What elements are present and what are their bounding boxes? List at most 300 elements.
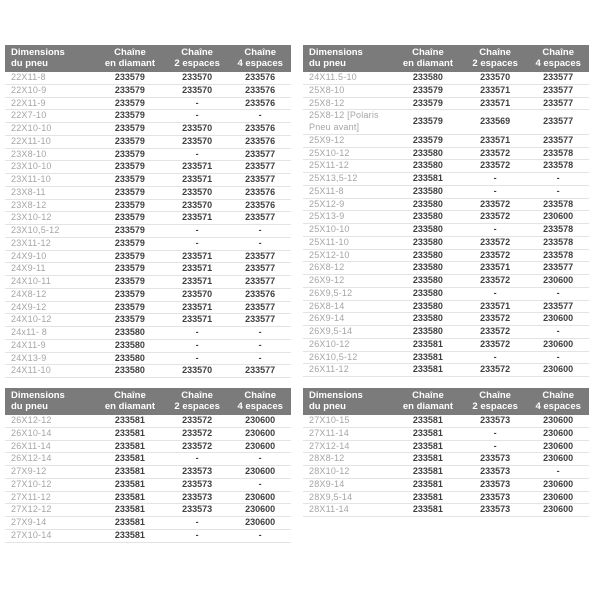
table-row bbox=[303, 338, 589, 351]
part-number-cell: 233581 bbox=[393, 338, 463, 351]
part-number-cell: 233577 bbox=[229, 174, 291, 187]
tire-dimension-cell: 23X11-10 bbox=[5, 174, 95, 187]
tire-dimension-cell: 24X13-9 bbox=[5, 352, 95, 365]
part-number-cell: - bbox=[165, 327, 229, 340]
table-row bbox=[5, 250, 291, 263]
table-row bbox=[5, 186, 291, 199]
part-number-cell: 233579 bbox=[393, 97, 463, 110]
table-row bbox=[303, 491, 589, 504]
tire-dimension-cell: 27X9-12 bbox=[5, 466, 95, 479]
table-row bbox=[303, 427, 589, 440]
part-number-cell: 233579 bbox=[95, 161, 165, 174]
tire-dimension-cell: 27X9-14 bbox=[5, 517, 95, 530]
table-row bbox=[303, 453, 589, 466]
table-row bbox=[5, 276, 291, 289]
header-row bbox=[303, 388, 589, 415]
part-number-cell: 233579 bbox=[95, 288, 165, 301]
part-number-cell: 233580 bbox=[393, 249, 463, 262]
part-number-cell: - bbox=[229, 237, 291, 250]
part-number-cell: 233580 bbox=[393, 147, 463, 160]
part-number-cell: 233580 bbox=[95, 327, 165, 340]
tire-dimension-cell: 27X10-14 bbox=[5, 529, 95, 542]
table-row bbox=[5, 148, 291, 161]
part-number-cell: 233577 bbox=[229, 314, 291, 327]
table-row bbox=[303, 478, 589, 491]
table-body bbox=[5, 72, 291, 378]
header-line: Dimensions bbox=[11, 47, 65, 58]
column-header-dimensions bbox=[303, 388, 393, 415]
part-number-cell: - bbox=[165, 97, 229, 110]
part-number-cell: - bbox=[165, 517, 229, 530]
part-number-cell: 233571 bbox=[463, 84, 527, 97]
part-number-cell: - bbox=[463, 440, 527, 453]
part-number-cell: 233578 bbox=[527, 249, 589, 262]
part-number-cell: - bbox=[165, 352, 229, 365]
tire-dimension-cell: 22X7-10 bbox=[5, 110, 95, 123]
tire-chain-table-top-right bbox=[303, 45, 589, 377]
part-number-cell: 233573 bbox=[463, 504, 527, 517]
part-number-cell: 230600 bbox=[229, 427, 291, 440]
table-row bbox=[303, 134, 589, 147]
part-number-cell: 233571 bbox=[165, 301, 229, 314]
tire-dimension-cell: 24X8-12 bbox=[5, 288, 95, 301]
column-header-chain-2-spaces bbox=[165, 388, 229, 415]
part-number-cell: - bbox=[463, 173, 527, 186]
tire-dimension-cell: 24X9-10 bbox=[5, 250, 95, 263]
tire-dimension-cell: 27X11-14 bbox=[303, 427, 393, 440]
table-row bbox=[5, 237, 291, 250]
part-number-cell: 233580 bbox=[393, 72, 463, 84]
part-number-cell: 233577 bbox=[229, 161, 291, 174]
table-row bbox=[5, 314, 291, 327]
part-number-cell: 233581 bbox=[95, 415, 165, 427]
tire-dimension-cell: 28X8-12 bbox=[303, 453, 393, 466]
table-row bbox=[5, 135, 291, 148]
part-number-cell: 233570 bbox=[165, 186, 229, 199]
header-line: 4 espaces bbox=[237, 58, 283, 69]
part-number-cell: 233579 bbox=[95, 276, 165, 289]
tire-dimension-cell: 25X11-10 bbox=[303, 236, 393, 249]
part-number-cell: 233580 bbox=[393, 275, 463, 288]
table-row bbox=[5, 123, 291, 136]
part-number-cell: 233580 bbox=[393, 224, 463, 237]
part-number-cell: - bbox=[165, 453, 229, 466]
part-number-cell: 233577 bbox=[229, 148, 291, 161]
tire-dimension-cell: 26X9,5-12 bbox=[303, 287, 393, 300]
header-line: du pneu bbox=[11, 401, 48, 412]
part-number-cell: - bbox=[527, 351, 589, 364]
part-number-cell: 233581 bbox=[393, 453, 463, 466]
table-row bbox=[5, 301, 291, 314]
part-number-cell: 233580 bbox=[95, 339, 165, 352]
tire-dimension-cell: 25X12-10 bbox=[303, 249, 393, 262]
part-number-cell: - bbox=[229, 478, 291, 491]
part-number-cell: 233572 bbox=[165, 427, 229, 440]
part-number-cell: 233581 bbox=[393, 173, 463, 186]
tire-dimension-cell: 26X10-14 bbox=[5, 427, 95, 440]
tire-dimension-cell: 28X9-14 bbox=[303, 478, 393, 491]
table-row bbox=[5, 161, 291, 174]
tire-dimension-cell: 27X10-12 bbox=[5, 478, 95, 491]
table-row bbox=[303, 84, 589, 97]
table-row bbox=[5, 504, 291, 517]
table-row bbox=[303, 236, 589, 249]
table-row bbox=[303, 275, 589, 288]
part-number-cell: 233572 bbox=[463, 326, 527, 339]
part-number-cell: 233571 bbox=[165, 314, 229, 327]
part-number-cell: 233572 bbox=[463, 147, 527, 160]
tire-dimension-cell: 25X11-12 bbox=[303, 160, 393, 173]
part-number-cell: - bbox=[527, 466, 589, 479]
tire-dimension-cell: 25X13-9 bbox=[303, 211, 393, 224]
table-header bbox=[5, 45, 291, 72]
tire-chain-table-top-left bbox=[5, 45, 291, 378]
column-header-dimensions bbox=[5, 45, 95, 72]
tire-dimension-cell: 23X8-12 bbox=[5, 199, 95, 212]
tire-dimension-cell: 22X10-10 bbox=[5, 123, 95, 136]
part-number-cell: 233578 bbox=[527, 224, 589, 237]
part-number-cell: 233579 bbox=[95, 225, 165, 238]
table-row bbox=[303, 173, 589, 186]
tire-dimension-cell: 23X8-10 bbox=[5, 148, 95, 161]
tire-dimension-cell: 26X8-12 bbox=[303, 262, 393, 275]
part-number-cell: 233572 bbox=[165, 440, 229, 453]
part-number-cell: 233580 bbox=[393, 160, 463, 173]
table-row bbox=[303, 110, 589, 135]
part-number-cell: 233578 bbox=[527, 147, 589, 160]
part-number-cell: 230600 bbox=[527, 453, 589, 466]
table-row bbox=[303, 351, 589, 364]
part-number-cell: 233581 bbox=[393, 415, 463, 427]
tire-dimension-cell: 28X11-14 bbox=[303, 504, 393, 517]
part-number-cell: 233570 bbox=[165, 288, 229, 301]
part-number-cell: - bbox=[229, 453, 291, 466]
table-row bbox=[5, 466, 291, 479]
part-number-cell: 233581 bbox=[95, 478, 165, 491]
column-header-chain-2-spaces bbox=[165, 45, 229, 72]
tire-dimension-cell: 22X11-10 bbox=[5, 135, 95, 148]
part-number-cell: 233576 bbox=[229, 123, 291, 136]
part-number-cell: 233572 bbox=[463, 249, 527, 262]
part-number-cell: 233579 bbox=[95, 199, 165, 212]
table-row bbox=[303, 97, 589, 110]
part-number-cell: 233570 bbox=[165, 84, 229, 97]
tire-dimension-cell: 23X8-11 bbox=[5, 186, 95, 199]
part-number-cell: 233573 bbox=[165, 491, 229, 504]
part-number-cell: 233572 bbox=[463, 275, 527, 288]
table-row bbox=[303, 313, 589, 326]
part-number-cell: - bbox=[463, 427, 527, 440]
table-row bbox=[5, 199, 291, 212]
part-number-cell: 233570 bbox=[165, 72, 229, 84]
part-number-cell: - bbox=[165, 110, 229, 123]
tire-dimension-cell: 26X11-12 bbox=[303, 364, 393, 377]
part-number-cell: 233581 bbox=[95, 491, 165, 504]
part-number-cell: 233573 bbox=[463, 453, 527, 466]
table-body bbox=[303, 415, 589, 517]
part-number-cell: 233580 bbox=[393, 313, 463, 326]
part-number-cell: 233578 bbox=[527, 198, 589, 211]
part-number-cell: 233572 bbox=[463, 198, 527, 211]
part-number-cell: - bbox=[527, 173, 589, 186]
part-number-cell: 233572 bbox=[463, 160, 527, 173]
tire-dimension-cell: 27X12-12 bbox=[5, 504, 95, 517]
table-row bbox=[5, 174, 291, 187]
column-header-chain-2-spaces bbox=[463, 45, 527, 72]
header-line: du pneu bbox=[309, 401, 346, 412]
table-row bbox=[5, 84, 291, 97]
tire-dimension-cell: 22X11-9 bbox=[5, 97, 95, 110]
part-number-cell: 233577 bbox=[527, 97, 589, 110]
table-row bbox=[5, 427, 291, 440]
part-number-cell: 230600 bbox=[527, 313, 589, 326]
header-line: en diamant bbox=[104, 58, 155, 69]
part-number-cell: 230600 bbox=[229, 466, 291, 479]
column-header-chain-diamond bbox=[393, 45, 463, 72]
column-header-chain-4-spaces bbox=[229, 45, 291, 72]
column-header-chain-4-spaces bbox=[229, 388, 291, 415]
part-number-cell: 233580 bbox=[393, 300, 463, 313]
part-number-cell: 233571 bbox=[463, 300, 527, 313]
part-number-cell: 233580 bbox=[393, 326, 463, 339]
tire-chain-table-bottom-right bbox=[303, 388, 589, 517]
header-line: Chaîne bbox=[412, 47, 444, 58]
part-number-cell: 233577 bbox=[229, 365, 291, 378]
table-row bbox=[5, 72, 291, 84]
table-row bbox=[5, 365, 291, 378]
part-number-cell: - bbox=[229, 225, 291, 238]
table-row bbox=[5, 415, 291, 427]
part-number-cell: 233579 bbox=[95, 250, 165, 263]
header-line: Chaîne bbox=[244, 390, 277, 401]
part-number-cell: 233581 bbox=[95, 517, 165, 530]
part-number-cell: 233572 bbox=[165, 415, 229, 427]
part-number-cell: 233576 bbox=[229, 135, 291, 148]
table-row bbox=[5, 110, 291, 123]
part-number-cell: 233579 bbox=[95, 212, 165, 225]
part-number-cell: 233572 bbox=[463, 338, 527, 351]
part-number-cell: 233580 bbox=[393, 236, 463, 249]
part-number-cell: 233581 bbox=[95, 504, 165, 517]
table-row bbox=[303, 300, 589, 313]
header-line: du pneu bbox=[11, 58, 48, 69]
tire-chain-table-bottom-left bbox=[5, 388, 291, 543]
table-row bbox=[303, 185, 589, 198]
table-header bbox=[303, 388, 589, 415]
header-row bbox=[5, 388, 291, 415]
part-number-cell: 233573 bbox=[463, 491, 527, 504]
header-line: Chaîne bbox=[479, 47, 511, 58]
part-number-cell: 233573 bbox=[165, 478, 229, 491]
header-line: Dimensions bbox=[309, 47, 363, 58]
part-number-cell: 233572 bbox=[463, 236, 527, 249]
part-number-cell: 233581 bbox=[95, 427, 165, 440]
part-number-cell: 233580 bbox=[393, 211, 463, 224]
part-number-cell: 233581 bbox=[95, 529, 165, 542]
table-row bbox=[303, 249, 589, 262]
header-line: Chaîne bbox=[479, 390, 511, 401]
header-row bbox=[5, 45, 291, 72]
header-row bbox=[303, 45, 589, 72]
part-number-cell: 233577 bbox=[527, 134, 589, 147]
tire-dimension-cell: 25X12-9 bbox=[303, 198, 393, 211]
table-row bbox=[303, 504, 589, 517]
tire-dimension-cell: 26X10,5-12 bbox=[303, 351, 393, 364]
part-number-cell: 233572 bbox=[463, 364, 527, 377]
part-number-cell: - bbox=[463, 351, 527, 364]
table-row bbox=[303, 262, 589, 275]
header-line: Chaîne bbox=[114, 390, 146, 401]
part-number-cell: 233581 bbox=[393, 364, 463, 377]
table-row bbox=[5, 517, 291, 530]
part-number-cell: 233579 bbox=[393, 84, 463, 97]
part-number-cell: 230600 bbox=[527, 338, 589, 351]
part-number-cell: - bbox=[229, 327, 291, 340]
part-number-cell: 233573 bbox=[463, 466, 527, 479]
header-line: Chaîne bbox=[114, 47, 146, 58]
part-number-cell: 233581 bbox=[95, 466, 165, 479]
table-row bbox=[303, 415, 589, 427]
part-number-cell: 233581 bbox=[393, 478, 463, 491]
header-line: Chaîne bbox=[542, 390, 575, 401]
column-header-chain-diamond bbox=[393, 388, 463, 415]
part-number-cell: 233570 bbox=[165, 135, 229, 148]
tire-dimension-cell: 25X10-12 bbox=[303, 147, 393, 160]
part-number-cell: - bbox=[229, 339, 291, 352]
tire-dimension-cell: 26X12-12 bbox=[5, 415, 95, 427]
table-row bbox=[5, 288, 291, 301]
tire-dimension-cell: 26X9,5-14 bbox=[303, 326, 393, 339]
tire-dimension-cell: 24X11-9 bbox=[5, 339, 95, 352]
part-number-cell: 233571 bbox=[463, 97, 527, 110]
tire-dimension-cell: 28X10-12 bbox=[303, 466, 393, 479]
part-number-cell: 233579 bbox=[95, 186, 165, 199]
table-row bbox=[303, 287, 589, 300]
part-number-cell: 233580 bbox=[393, 185, 463, 198]
part-number-cell: 233579 bbox=[95, 237, 165, 250]
header-line: Chaîne bbox=[244, 47, 277, 58]
part-number-cell: 233580 bbox=[95, 352, 165, 365]
part-number-cell: 233571 bbox=[463, 134, 527, 147]
tire-dimension-cell: 24X9-11 bbox=[5, 263, 95, 276]
part-number-cell: 233579 bbox=[95, 84, 165, 97]
column-header-chain-4-spaces bbox=[527, 45, 589, 72]
part-number-cell: 233572 bbox=[463, 211, 527, 224]
tire-dimension-cell: 28X9,5-14 bbox=[303, 491, 393, 504]
header-line: en diamant bbox=[402, 401, 453, 412]
table-row bbox=[303, 466, 589, 479]
part-number-cell: 230600 bbox=[527, 415, 589, 427]
part-number-cell: 233579 bbox=[95, 314, 165, 327]
tire-dimension-cell: 25X11-8 bbox=[303, 185, 393, 198]
tire-dimension-cell: 23X10-10 bbox=[5, 161, 95, 174]
table-row bbox=[303, 72, 589, 84]
table-row bbox=[303, 224, 589, 237]
tire-dimension-cell: 25X9-12 bbox=[303, 134, 393, 147]
header-line: Dimensions bbox=[309, 390, 363, 401]
tire-dimension-cell: 24X10-12 bbox=[5, 314, 95, 327]
table-row bbox=[303, 147, 589, 160]
tire-dimension-cell: 26X10-12 bbox=[303, 338, 393, 351]
part-number-cell: 233580 bbox=[393, 262, 463, 275]
part-number-cell: 233573 bbox=[165, 466, 229, 479]
table-row bbox=[5, 440, 291, 453]
part-number-cell: 233577 bbox=[527, 110, 589, 135]
part-number-cell: - bbox=[165, 148, 229, 161]
header-line: 2 espaces bbox=[174, 58, 220, 69]
part-number-cell: 233572 bbox=[463, 313, 527, 326]
tire-dimension-cell: 24X10-11 bbox=[5, 276, 95, 289]
part-number-cell: - bbox=[463, 224, 527, 237]
part-number-cell: 233581 bbox=[393, 351, 463, 364]
tire-dimension-cell: 26X9-14 bbox=[303, 313, 393, 326]
part-number-cell: 233579 bbox=[393, 110, 463, 135]
part-number-cell: 233578 bbox=[527, 236, 589, 249]
table-header bbox=[5, 388, 291, 415]
tire-dimension-cell: 27X12-14 bbox=[303, 440, 393, 453]
part-number-cell: 230600 bbox=[527, 427, 589, 440]
header-line: en diamant bbox=[104, 401, 155, 412]
part-number-cell: 233570 bbox=[165, 123, 229, 136]
part-number-cell: 233571 bbox=[165, 250, 229, 263]
part-number-cell: - bbox=[165, 529, 229, 542]
part-number-cell: 233581 bbox=[95, 453, 165, 466]
tire-dimension-cell: 26X9-12 bbox=[303, 275, 393, 288]
header-line: du pneu bbox=[309, 58, 346, 69]
part-number-cell: 233573 bbox=[165, 504, 229, 517]
part-number-cell: 233577 bbox=[229, 276, 291, 289]
table-row bbox=[5, 453, 291, 466]
column-header-dimensions bbox=[5, 388, 95, 415]
header-line: Chaîne bbox=[542, 47, 575, 58]
part-number-cell: 233577 bbox=[229, 250, 291, 263]
tire-dimension-cell: 25X13,5-12 bbox=[303, 173, 393, 186]
part-number-cell: 233571 bbox=[165, 174, 229, 187]
part-number-cell: 230600 bbox=[527, 211, 589, 224]
column-header-chain-4-spaces bbox=[527, 388, 589, 415]
part-number-cell: 233580 bbox=[95, 365, 165, 378]
part-number-cell: - bbox=[229, 352, 291, 365]
part-number-cell: 233576 bbox=[229, 186, 291, 199]
part-number-cell: 233577 bbox=[527, 262, 589, 275]
tire-dimension-cell: 23X11-12 bbox=[5, 237, 95, 250]
header-line: Chaîne bbox=[412, 390, 444, 401]
part-number-cell: 233576 bbox=[229, 199, 291, 212]
part-number-cell: 233579 bbox=[393, 134, 463, 147]
table-row bbox=[5, 97, 291, 110]
tire-dimension-cell: 25X8-12 [Polaris Pneu avant] bbox=[303, 110, 393, 135]
table-row bbox=[303, 198, 589, 211]
part-number-cell: 233576 bbox=[229, 72, 291, 84]
part-number-cell: 233581 bbox=[95, 440, 165, 453]
header-line: 2 espaces bbox=[472, 58, 518, 69]
tire-dimension-cell: 23X10,5-12 bbox=[5, 225, 95, 238]
part-number-cell: 233571 bbox=[165, 276, 229, 289]
part-number-cell: 233579 bbox=[95, 135, 165, 148]
part-number-cell: 233579 bbox=[95, 72, 165, 84]
part-number-cell: 230600 bbox=[527, 440, 589, 453]
part-number-cell: 230600 bbox=[229, 504, 291, 517]
table-row bbox=[5, 352, 291, 365]
part-number-cell: 233577 bbox=[229, 263, 291, 276]
header-line: 2 espaces bbox=[174, 401, 220, 412]
part-number-cell: 233571 bbox=[165, 212, 229, 225]
part-number-cell: 233570 bbox=[165, 365, 229, 378]
part-number-cell: - bbox=[165, 339, 229, 352]
part-number-cell: 233579 bbox=[95, 97, 165, 110]
part-number-cell: 230600 bbox=[527, 504, 589, 517]
table-row bbox=[303, 160, 589, 173]
